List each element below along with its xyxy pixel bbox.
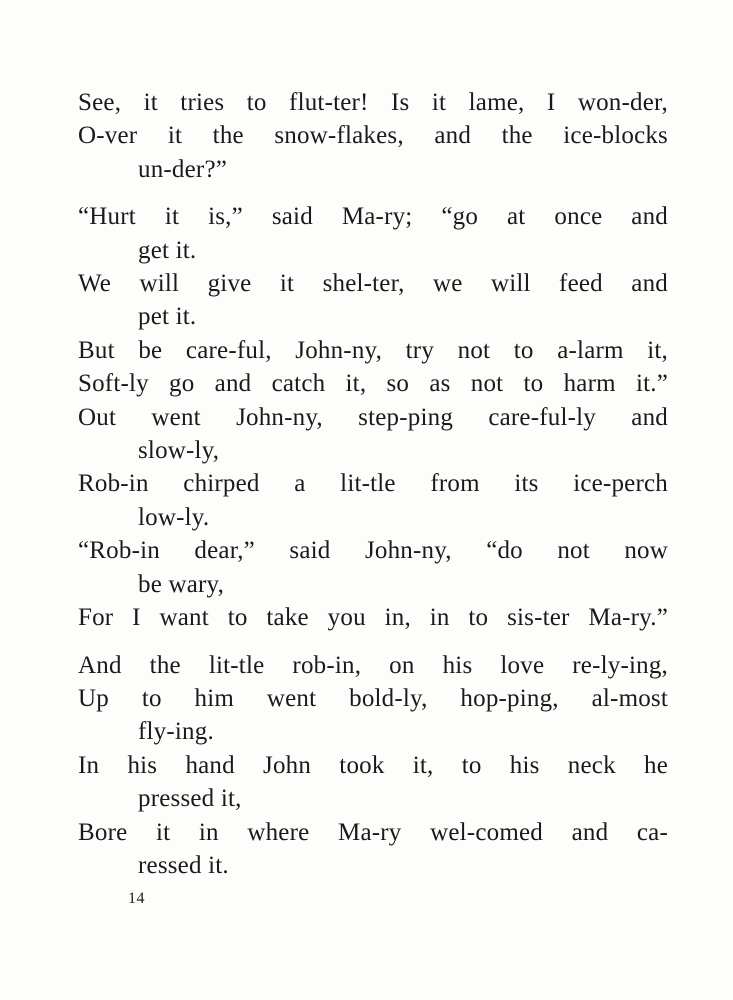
stanza xyxy=(78,200,668,634)
poem-line-continuation: fly-ing. xyxy=(138,718,214,746)
poem-line: Out went John-ny, step-ping care-ful-ly and xyxy=(78,403,668,431)
poem-line: And the lit-tle rob-in, on his love re-ly-ing, xyxy=(78,651,668,679)
poem-line: O-ver it the snow-flakes, and the ice-blocks xyxy=(78,122,668,150)
poem-line: Bore it in where Ma-ry wel-comed and ca- xyxy=(78,818,668,846)
poem-line: Rob-in chirped a lit-tle from its ice-perch xyxy=(78,470,668,498)
poem-line-continuation: low-ly. xyxy=(138,503,210,531)
poem-line: For I want to take you in, in to sis-ter Ma-ry.” xyxy=(78,604,668,632)
poem-line-continuation: pressed it, xyxy=(138,785,242,813)
poem-text xyxy=(78,86,668,882)
poem-line-continuation: ressed it. xyxy=(138,851,229,879)
poem-line-continuation: un-der?” xyxy=(138,155,228,183)
page-number: 14 xyxy=(128,890,145,907)
poem-line-continuation: pet it. xyxy=(138,303,197,331)
poem-line: “Rob-in dear,” said John-ny, “do not now xyxy=(78,537,668,565)
poem-line: Up to him went bold-ly, hop-ping, al-most xyxy=(78,684,668,712)
poem-line: See, it tries to flut-ter! Is it lame, I won-der, xyxy=(78,89,668,116)
stanza xyxy=(78,649,668,883)
stanza xyxy=(78,86,668,186)
poem-line: “Hurt it is,” said Ma-ry; “go at once and xyxy=(78,203,668,231)
poem-line: Soft-ly go and catch it, so as not to harm it.” xyxy=(78,370,668,398)
poem-line-continuation: slow-ly, xyxy=(138,437,220,465)
poem-line: But be care-ful, John-ny, try not to a-larm it, xyxy=(78,336,668,364)
poem-line-continuation: be wary, xyxy=(138,570,225,598)
poem-line: In his hand John took it, to his neck he xyxy=(78,751,668,779)
poem-line: We will give it shel-ter, we will feed and xyxy=(78,270,668,298)
poem-line-continuation: get it. xyxy=(138,236,197,264)
